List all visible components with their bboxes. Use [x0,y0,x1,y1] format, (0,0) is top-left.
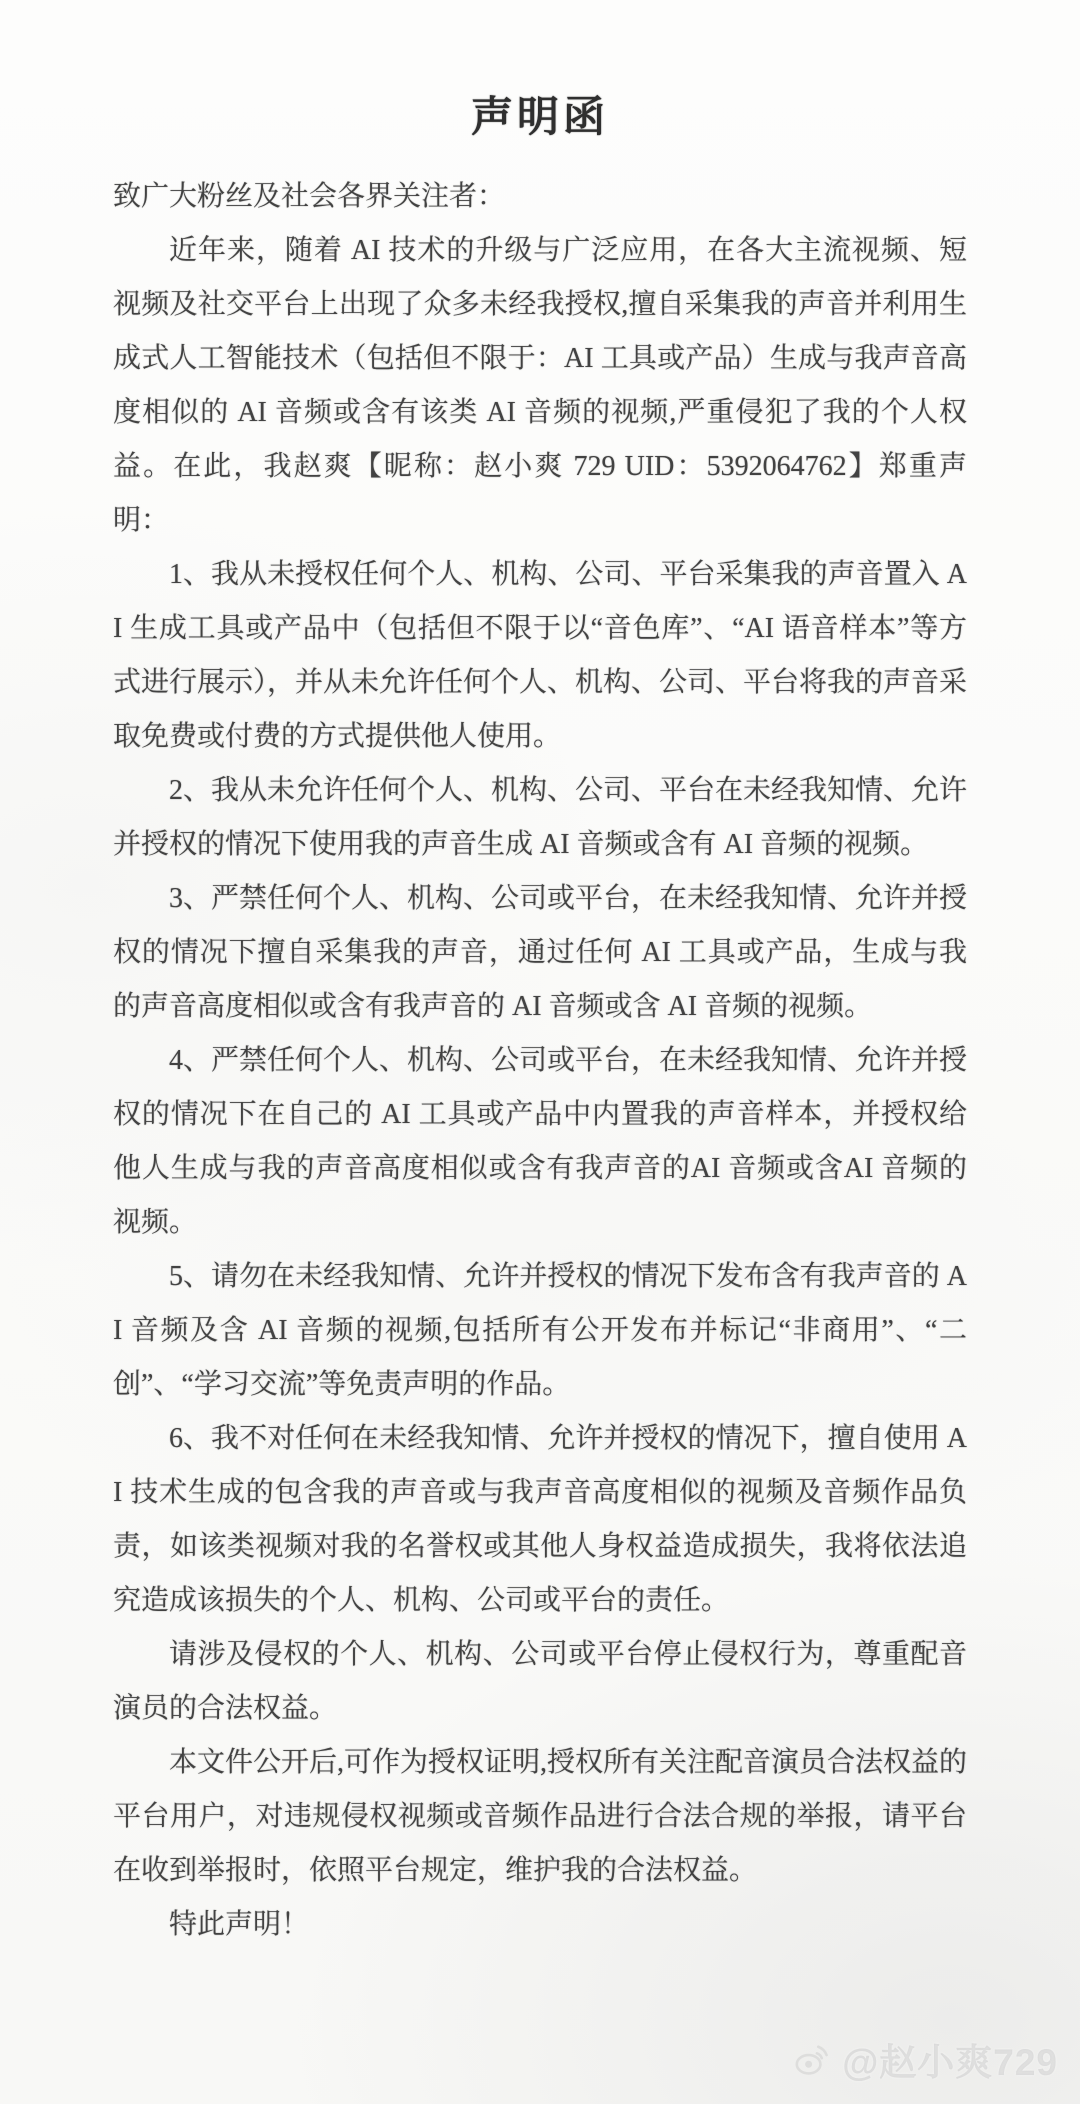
intro-paragraph: 近年来，随着 AI 技术的升级与广泛应用，在各大主流视频、短视频及社交平台上出现了众多未经我授权,擅自采集我的声音并利用生成式人工智能技术（包括但不限于：AI 工具或产品）生成与我声音高度相似的 AI 音频或含有该类 AI 音频的视频,严重侵犯了我的个人权益。在此，我赵爽【昵称：赵小爽 729 UID：5392064762】郑重声明： [113,235,967,536]
statement-point-4: 4、严禁任何个人、机构、公司或平台，在未经我知情、允许并授权的情况下在自己的 AI 工具或产品中内置我的声音样本，并授权给他人生成与我的声音高度相似或含有我声音的AI 音频或含AI 音频的视频。 [113,1045,968,1238]
cease-request-paragraph: 请涉及侵权的个人、机构、公司或平台停止侵权行为，尊重配音演员的合法权益。 [113,1639,967,1724]
statement-paragraphs [113,224,967,1952]
statement-point-1: 1、我从未授权任何个人、机构、公司、平台采集我的声音置入 AI 生成工具或产品中（包括但不限于以“音色库”、“AI 语音样本”等方式进行展示），并从未允许任何个人、机构、公司、平台将我的声音采取免费或付费的方式提供他人使用。 [113,559,968,752]
document-body [113,84,967,1952]
statement-point-3: 3、严禁任何个人、机构、公司或平台，在未经我知情、允许并授权的情况下擅自采集我的声音，通过任何 AI 工具或产品，生成与我的声音高度相似或含有我声音的 AI 音频或含 AI 音频的视频。 [113,883,968,1022]
weibo-icon [792,2038,834,2080]
statement-point-5: 5、请勿在未经我知情、允许并授权的情况下发布含有我声音的 AI 音频及含 AI 音频的视频,包括所有公开发布并标记“非商用”、“二创”、“学习交流”等免责声明的作品。 [113,1261,967,1400]
document-title: 声明函 [470,95,609,141]
watermark-handle: @赵小爽729 [842,2042,1058,2083]
salutation: 致广大粉丝及社会各界关注者： [113,181,506,212]
statement-point-6: 6、我不对任何在未经我知情、允许并授权的情况下，擅自使用 AI 技术生成的包含我的声音或与我声音高度相似的视频及音频作品负责，如该类视频对我的名誉权或其他人身权益造成损失，我将依法追究造成该损失的个人、机构、公司或平台的责任。 [113,1423,967,1616]
closing-line: 特此声明！ [169,1909,310,1940]
statement-point-2: 2、我从未允许任何个人、机构、公司、平台在未经我知情、允许并授权的情况下使用我的声音生成 AI 音频或含有 AI 音频的视频。 [113,775,968,860]
authorization-paragraph: 本文件公开后,可作为授权证明,授权所有关注配音演员合法权益的平台用户，对违规侵权视频或音频作品进行合法合规的举报，请平台在收到举报时，依照平台规定，维护我的合法权益。 [113,1747,968,1886]
watermark [792,2032,1058,2086]
